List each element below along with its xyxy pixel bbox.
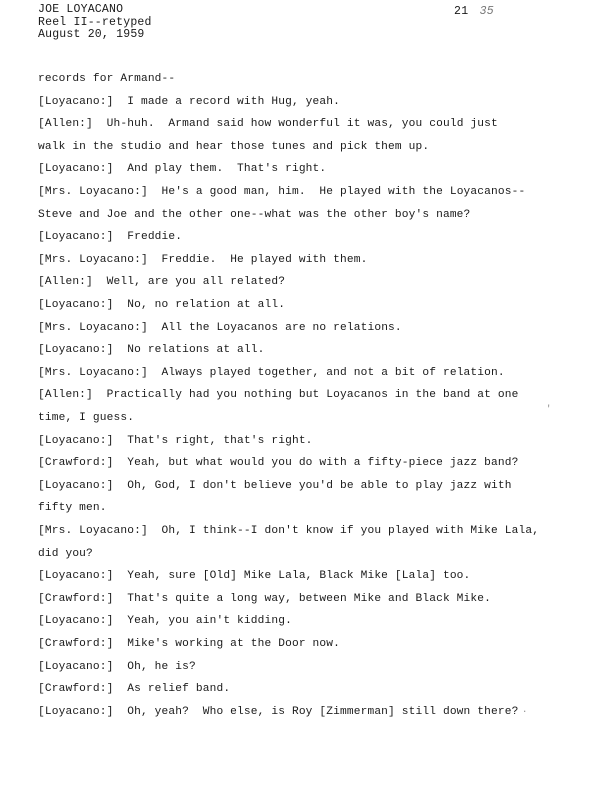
transcript-line	[38, 162, 326, 176]
transcript-line	[38, 682, 230, 696]
transcript-line	[38, 275, 285, 289]
line-text: That's quite a long way, between Mike and Black Mike.	[113, 592, 491, 605]
transcript-line	[38, 230, 182, 244]
line-text: Oh, yeah? Who else, is Roy [Zimmerman] still down there?	[113, 705, 519, 718]
speaker-label: [Crawford:]	[38, 683, 114, 696]
transcript-line	[38, 501, 107, 515]
stray-mark: '	[546, 404, 552, 414]
page-mark: 35	[479, 5, 495, 18]
stray-mark: .	[522, 705, 528, 715]
speaker-label: [Crawford:]	[38, 457, 114, 470]
speaker-label: [Loyacano:]	[38, 163, 114, 176]
transcript-line	[38, 95, 340, 109]
line-text: And play them. That's right.	[113, 163, 327, 176]
reel-label: Reel II--retyped	[38, 15, 152, 29]
interview-date: August 20, 1959	[38, 28, 145, 41]
line-text: That's right, that's right.	[113, 434, 313, 447]
speaker-label: [Loyacano:]	[38, 344, 114, 357]
transcript-line	[38, 547, 93, 561]
line-text: Practically had you nothing but Loyacanos in the band at one	[92, 389, 519, 402]
transcript-line	[38, 705, 518, 719]
transcript-line	[38, 456, 518, 470]
transcript-line	[38, 117, 498, 131]
speaker-label: [Mrs. Loyacano:]	[38, 366, 148, 379]
speaker-label: [Allen:]	[38, 389, 93, 402]
speaker-label: [Allen:]	[38, 118, 93, 131]
line-text: He's a good man, him. He played with the Loyacanos--	[147, 186, 526, 198]
line-text: Well, are you all related?	[92, 276, 286, 289]
transcript-line	[38, 298, 285, 312]
speaker-label: [Loyacano:]	[38, 434, 114, 447]
speaker-label: [Loyacano:]	[38, 705, 114, 718]
line-text: Freddie. He played with them.	[147, 253, 368, 266]
line-text: Oh, I think--I don't know if you played with Mike Lala,	[147, 525, 540, 537]
line-text: All the Loyacanos are no relations.	[147, 321, 402, 334]
transcript-line	[38, 321, 402, 335]
transcript-line	[38, 366, 505, 380]
transcript-line	[38, 72, 175, 86]
line-text: I made a record with Hug, yeah.	[113, 95, 340, 108]
transcript-line	[38, 434, 313, 448]
line-text: No, no relation at all.	[113, 299, 286, 311]
transcript-line	[38, 208, 470, 222]
speaker-label: [Loyacano:]	[38, 299, 114, 311]
line-text: Mike's working at the Door now.	[113, 638, 340, 650]
speaker-label: [Loyacano:]	[38, 231, 114, 244]
line-text: fifty men.	[38, 502, 107, 515]
transcript-line	[38, 411, 134, 425]
transcript-line	[38, 524, 539, 538]
line-text: did you?	[38, 547, 93, 560]
interviewee-name: JOE LOYACANO	[38, 3, 124, 16]
transcript-line	[38, 660, 196, 674]
line-text: time, I guess.	[38, 412, 135, 424]
line-text: Yeah, you ain't kidding.	[113, 615, 292, 628]
speaker-label: [Loyacano:]	[38, 479, 114, 492]
transcript-line	[38, 637, 340, 651]
page-number	[454, 5, 494, 18]
line-text: Freddie.	[113, 231, 183, 244]
speaker-label: [Loyacano:]	[38, 570, 114, 583]
transcript-line	[38, 592, 491, 606]
speaker-label: [Crawford:]	[38, 638, 114, 650]
transcript-line	[38, 614, 292, 628]
speaker-label: [Allen:]	[38, 276, 93, 289]
transcript-line	[38, 388, 518, 402]
speaker-label: [Loyacano:]	[38, 95, 114, 108]
transcript-line	[38, 185, 525, 199]
transcript-line	[38, 253, 367, 267]
speaker-label: [Mrs. Loyacano:]	[38, 321, 148, 334]
speaker-label: [Loyacano:]	[38, 660, 114, 673]
line-text: Yeah, but what would you do with a fifty-piece jazz band?	[113, 457, 519, 470]
line-text: Uh-huh. Armand said how wonderful it was, you could just	[92, 118, 498, 131]
transcript-line	[38, 343, 265, 357]
line-text: As relief band.	[113, 683, 231, 696]
line-text: Oh, he is?	[113, 660, 196, 673]
line-text: Yeah, sure [Old] Mike Lala, Black Mike [Lala] too.	[113, 570, 471, 583]
transcript-line	[38, 479, 512, 493]
speaker-label: [Mrs. Loyacano:]	[38, 186, 148, 198]
line-text: Oh, God, I don't believe you'd be able to play jazz with	[113, 479, 512, 492]
speaker-label: [Mrs. Loyacano:]	[38, 253, 148, 266]
line-text: records for Armand--	[38, 73, 176, 85]
transcript-line	[38, 569, 470, 583]
speaker-label: [Loyacano:]	[38, 615, 114, 628]
line-text: Steve and Joe and the other one--what was the other boy's name?	[38, 208, 471, 221]
line-text: No relations at all.	[113, 344, 265, 357]
page-number-value: 21	[454, 5, 469, 18]
line-text: walk in the studio and hear those tunes and pick them up.	[38, 140, 430, 153]
speaker-label: [Crawford:]	[38, 592, 114, 605]
line-text: Always played together, and not a bit of relation.	[147, 366, 505, 379]
document-header	[38, 4, 152, 42]
speaker-label: [Mrs. Loyacano:]	[38, 525, 148, 537]
transcript-line	[38, 140, 429, 154]
